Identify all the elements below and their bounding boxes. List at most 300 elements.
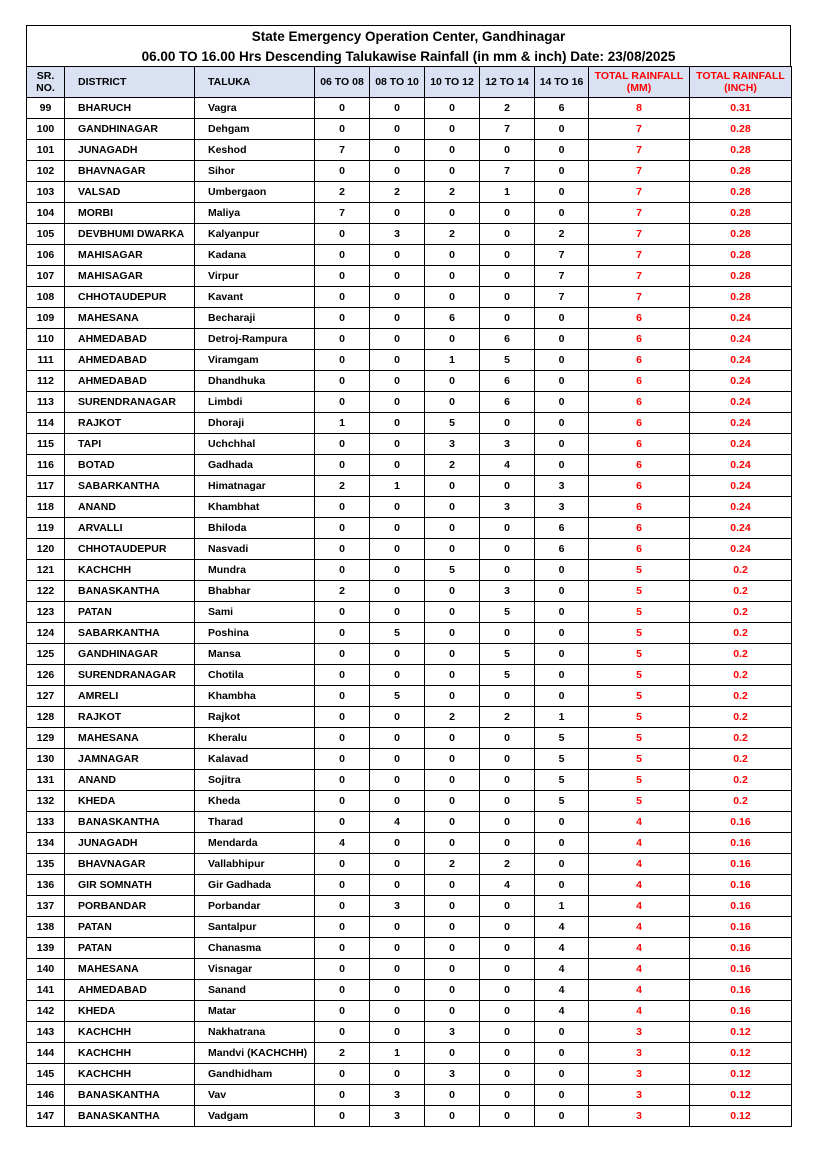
cell-p-06-08: 0 — [315, 287, 370, 308]
cell-sr-no: 105 — [27, 224, 65, 245]
cell-p-08-10: 0 — [370, 791, 425, 812]
table-row — [27, 266, 792, 287]
cell-p-10-12: 0 — [425, 287, 480, 308]
table-row — [27, 350, 792, 371]
cell-p-10-12: 0 — [425, 476, 480, 497]
cell-district: VALSAD — [65, 182, 195, 203]
cell-p-08-10: 0 — [370, 728, 425, 749]
cell-sr-no: 107 — [27, 266, 65, 287]
cell-total-inch: 0.16 — [690, 833, 792, 854]
cell-p-14-16: 3 — [535, 497, 589, 518]
cell-sr-no: 103 — [27, 182, 65, 203]
cell-p-12-14: 5 — [480, 665, 535, 686]
cell-p-10-12: 2 — [425, 854, 480, 875]
cell-p-08-10: 0 — [370, 602, 425, 623]
cell-p-14-16: 1 — [535, 896, 589, 917]
cell-taluka: Khambhat — [195, 497, 315, 518]
cell-p-08-10: 0 — [370, 161, 425, 182]
cell-p-08-10: 0 — [370, 245, 425, 266]
cell-district: BHAVNAGAR — [65, 161, 195, 182]
cell-total-mm: 4 — [589, 959, 690, 980]
cell-p-14-16: 0 — [535, 833, 589, 854]
cell-taluka: Bhabhar — [195, 581, 315, 602]
cell-p-14-16: 0 — [535, 602, 589, 623]
header-taluka: TALUKA — [195, 67, 315, 98]
cell-taluka: Porbandar — [195, 896, 315, 917]
cell-district: BANASKANTHA — [65, 581, 195, 602]
cell-total-inch: 0.2 — [690, 581, 792, 602]
cell-sr-no: 136 — [27, 875, 65, 896]
cell-district: RAJKOT — [65, 707, 195, 728]
cell-p-14-16: 0 — [535, 560, 589, 581]
cell-p-14-16: 0 — [535, 686, 589, 707]
cell-p-06-08: 0 — [315, 644, 370, 665]
table-row — [27, 896, 792, 917]
cell-taluka: Umbergaon — [195, 182, 315, 203]
cell-total-inch: 0.16 — [690, 812, 792, 833]
cell-p-14-16: 7 — [535, 287, 589, 308]
cell-p-08-10: 3 — [370, 1085, 425, 1106]
cell-total-inch: 0.2 — [690, 665, 792, 686]
table-row — [27, 287, 792, 308]
cell-p-08-10: 0 — [370, 1001, 425, 1022]
cell-sr-no: 146 — [27, 1085, 65, 1106]
cell-p-12-14: 5 — [480, 602, 535, 623]
cell-taluka: Sami — [195, 602, 315, 623]
cell-total-inch: 0.12 — [690, 1064, 792, 1085]
cell-p-06-08: 0 — [315, 1106, 370, 1127]
table-row — [27, 539, 792, 560]
cell-p-06-08: 0 — [315, 1085, 370, 1106]
cell-p-14-16: 0 — [535, 182, 589, 203]
cell-taluka: Vallabhipur — [195, 854, 315, 875]
cell-p-06-08: 0 — [315, 749, 370, 770]
cell-sr-no: 119 — [27, 518, 65, 539]
cell-taluka: Viramgam — [195, 350, 315, 371]
cell-total-inch: 0.16 — [690, 875, 792, 896]
cell-sr-no: 121 — [27, 560, 65, 581]
cell-p-12-14: 2 — [480, 707, 535, 728]
table-row — [27, 434, 792, 455]
cell-p-14-16: 0 — [535, 581, 589, 602]
cell-total-mm: 4 — [589, 833, 690, 854]
table-row — [27, 875, 792, 896]
cell-district: MAHESANA — [65, 308, 195, 329]
cell-p-14-16: 4 — [535, 980, 589, 1001]
cell-p-08-10: 0 — [370, 350, 425, 371]
cell-p-12-14: 0 — [480, 728, 535, 749]
cell-p-12-14: 3 — [480, 497, 535, 518]
cell-total-mm: 3 — [589, 1022, 690, 1043]
cell-p-10-12: 0 — [425, 161, 480, 182]
cell-p-12-14: 0 — [480, 1085, 535, 1106]
cell-p-06-08: 0 — [315, 560, 370, 581]
cell-total-inch: 0.24 — [690, 308, 792, 329]
cell-sr-no: 134 — [27, 833, 65, 854]
header-total-inch: TOTAL RAINFALL (INCH) — [690, 67, 792, 98]
cell-sr-no: 144 — [27, 1043, 65, 1064]
cell-p-08-10: 0 — [370, 203, 425, 224]
cell-p-12-14: 0 — [480, 833, 535, 854]
cell-sr-no: 130 — [27, 749, 65, 770]
cell-total-mm: 4 — [589, 896, 690, 917]
cell-district: TAPI — [65, 434, 195, 455]
cell-total-inch: 0.12 — [690, 1085, 792, 1106]
cell-p-12-14: 0 — [480, 749, 535, 770]
cell-taluka: Mundra — [195, 560, 315, 581]
cell-p-12-14: 0 — [480, 686, 535, 707]
cell-district: CHHOTAUDEPUR — [65, 539, 195, 560]
cell-p-08-10: 0 — [370, 707, 425, 728]
cell-p-14-16: 7 — [535, 245, 589, 266]
cell-total-inch: 0.16 — [690, 959, 792, 980]
cell-total-mm: 6 — [589, 392, 690, 413]
cell-p-14-16: 5 — [535, 749, 589, 770]
cell-sr-no: 102 — [27, 161, 65, 182]
cell-p-10-12: 0 — [425, 602, 480, 623]
cell-p-08-10: 0 — [370, 665, 425, 686]
table-row — [27, 812, 792, 833]
cell-total-inch: 0.28 — [690, 140, 792, 161]
cell-sr-no: 116 — [27, 455, 65, 476]
cell-p-14-16: 4 — [535, 917, 589, 938]
cell-district: PATAN — [65, 602, 195, 623]
cell-p-12-14: 0 — [480, 938, 535, 959]
cell-total-mm: 5 — [589, 686, 690, 707]
cell-total-inch: 0.24 — [690, 518, 792, 539]
table-row — [27, 1085, 792, 1106]
cell-district: KACHCHH — [65, 1064, 195, 1085]
cell-total-inch: 0.28 — [690, 119, 792, 140]
cell-p-10-12: 0 — [425, 980, 480, 1001]
cell-p-08-10: 0 — [370, 1064, 425, 1085]
cell-total-inch: 0.16 — [690, 980, 792, 1001]
header-period-12-14: 12 TO 14 — [480, 67, 535, 98]
cell-total-mm: 6 — [589, 308, 690, 329]
cell-taluka: Gandhidham — [195, 1064, 315, 1085]
cell-p-12-14: 0 — [480, 896, 535, 917]
cell-p-12-14: 0 — [480, 224, 535, 245]
cell-district: BANASKANTHA — [65, 812, 195, 833]
cell-district: AHMEDABAD — [65, 371, 195, 392]
cell-p-10-12: 0 — [425, 497, 480, 518]
table-row — [27, 182, 792, 203]
cell-p-08-10: 0 — [370, 833, 425, 854]
cell-sr-no: 101 — [27, 140, 65, 161]
cell-total-mm: 3 — [589, 1106, 690, 1127]
cell-total-mm: 4 — [589, 875, 690, 896]
table-row — [27, 749, 792, 770]
cell-taluka: Poshina — [195, 623, 315, 644]
cell-total-inch: 0.28 — [690, 224, 792, 245]
table-row — [27, 119, 792, 140]
cell-total-mm: 5 — [589, 665, 690, 686]
cell-p-06-08: 0 — [315, 308, 370, 329]
cell-total-inch: 0.2 — [690, 686, 792, 707]
cell-p-06-08: 0 — [315, 812, 370, 833]
cell-p-14-16: 5 — [535, 770, 589, 791]
cell-p-08-10: 0 — [370, 560, 425, 581]
cell-district: BHAVNAGAR — [65, 854, 195, 875]
table-row — [27, 308, 792, 329]
cell-district: PORBANDAR — [65, 896, 195, 917]
cell-district: ARVALLI — [65, 518, 195, 539]
cell-taluka: Vagra — [195, 98, 315, 119]
cell-total-mm: 5 — [589, 791, 690, 812]
cell-taluka: Khambha — [195, 686, 315, 707]
cell-p-08-10: 0 — [370, 497, 425, 518]
cell-p-12-14: 0 — [480, 1106, 535, 1127]
cell-total-mm: 5 — [589, 560, 690, 581]
cell-sr-no: 117 — [27, 476, 65, 497]
cell-p-14-16: 1 — [535, 707, 589, 728]
cell-total-mm: 6 — [589, 434, 690, 455]
cell-p-10-12: 0 — [425, 770, 480, 791]
cell-total-mm: 3 — [589, 1064, 690, 1085]
cell-total-inch: 0.16 — [690, 938, 792, 959]
cell-p-08-10: 0 — [370, 644, 425, 665]
cell-total-mm: 7 — [589, 266, 690, 287]
cell-total-inch: 0.2 — [690, 728, 792, 749]
cell-p-12-14: 0 — [480, 1064, 535, 1085]
cell-sr-no: 122 — [27, 581, 65, 602]
cell-p-10-12: 0 — [425, 518, 480, 539]
cell-p-10-12: 0 — [425, 371, 480, 392]
cell-sr-no: 100 — [27, 119, 65, 140]
cell-p-10-12: 0 — [425, 266, 480, 287]
cell-p-06-08: 0 — [315, 707, 370, 728]
cell-taluka: Mandvi (KACHCHH) — [195, 1043, 315, 1064]
cell-total-mm: 4 — [589, 917, 690, 938]
cell-total-mm: 6 — [589, 539, 690, 560]
cell-p-12-14: 0 — [480, 980, 535, 1001]
cell-total-mm: 7 — [589, 287, 690, 308]
cell-p-06-08: 0 — [315, 245, 370, 266]
cell-p-10-12: 0 — [425, 875, 480, 896]
cell-p-06-08: 0 — [315, 896, 370, 917]
cell-sr-no: 123 — [27, 602, 65, 623]
cell-total-inch: 0.16 — [690, 854, 792, 875]
cell-taluka: Kalavad — [195, 749, 315, 770]
table-row — [27, 203, 792, 224]
cell-p-12-14: 4 — [480, 875, 535, 896]
cell-taluka: Gir Gadhada — [195, 875, 315, 896]
cell-p-14-16: 0 — [535, 812, 589, 833]
table-body — [27, 98, 792, 1127]
cell-total-mm: 6 — [589, 350, 690, 371]
cell-district: AHMEDABAD — [65, 329, 195, 350]
cell-p-08-10: 5 — [370, 623, 425, 644]
cell-p-10-12: 0 — [425, 728, 480, 749]
cell-sr-no: 125 — [27, 644, 65, 665]
table-row — [27, 224, 792, 245]
table-row — [27, 161, 792, 182]
cell-total-inch: 0.16 — [690, 1001, 792, 1022]
cell-sr-no: 114 — [27, 413, 65, 434]
cell-p-10-12: 2 — [425, 224, 480, 245]
cell-district: DEVBHUMI DWARKA — [65, 224, 195, 245]
cell-sr-no: 108 — [27, 287, 65, 308]
table-row — [27, 371, 792, 392]
cell-p-14-16: 0 — [535, 119, 589, 140]
cell-sr-no: 118 — [27, 497, 65, 518]
cell-p-06-08: 2 — [315, 1043, 370, 1064]
cell-sr-no: 109 — [27, 308, 65, 329]
cell-district: BANASKANTHA — [65, 1085, 195, 1106]
cell-p-14-16: 0 — [535, 854, 589, 875]
cell-p-12-14: 2 — [480, 98, 535, 119]
cell-p-06-08: 0 — [315, 539, 370, 560]
cell-p-10-12: 0 — [425, 1085, 480, 1106]
table-row — [27, 770, 792, 791]
cell-total-mm: 6 — [589, 413, 690, 434]
cell-p-06-08: 0 — [315, 371, 370, 392]
cell-taluka: Chanasma — [195, 938, 315, 959]
table-row — [27, 497, 792, 518]
cell-total-inch: 0.2 — [690, 560, 792, 581]
cell-p-14-16: 0 — [535, 350, 589, 371]
cell-p-12-14: 0 — [480, 1001, 535, 1022]
cell-p-12-14: 0 — [480, 812, 535, 833]
cell-taluka: Kheda — [195, 791, 315, 812]
cell-total-inch: 0.24 — [690, 350, 792, 371]
cell-total-inch: 0.24 — [690, 476, 792, 497]
cell-p-14-16: 5 — [535, 728, 589, 749]
cell-p-14-16: 0 — [535, 455, 589, 476]
table-row — [27, 833, 792, 854]
cell-p-12-14: 0 — [480, 539, 535, 560]
cell-sr-no: 140 — [27, 959, 65, 980]
cell-p-12-14: 2 — [480, 854, 535, 875]
cell-total-mm: 5 — [589, 602, 690, 623]
cell-p-14-16: 6 — [535, 518, 589, 539]
cell-p-12-14: 0 — [480, 413, 535, 434]
cell-district: CHHOTAUDEPUR — [65, 287, 195, 308]
cell-total-mm: 4 — [589, 980, 690, 1001]
table-row — [27, 665, 792, 686]
cell-sr-no: 131 — [27, 770, 65, 791]
cell-p-06-08: 0 — [315, 455, 370, 476]
cell-district: KACHCHH — [65, 560, 195, 581]
cell-sr-no: 135 — [27, 854, 65, 875]
cell-taluka: Uchchhal — [195, 434, 315, 455]
cell-total-mm: 5 — [589, 581, 690, 602]
cell-p-06-08: 2 — [315, 581, 370, 602]
cell-district: AMRELI — [65, 686, 195, 707]
cell-p-08-10: 0 — [370, 329, 425, 350]
cell-p-12-14: 0 — [480, 1022, 535, 1043]
cell-taluka: Kalyanpur — [195, 224, 315, 245]
cell-p-06-08: 0 — [315, 791, 370, 812]
cell-taluka: Sanand — [195, 980, 315, 1001]
cell-taluka: Dehgam — [195, 119, 315, 140]
cell-taluka: Mendarda — [195, 833, 315, 854]
cell-p-14-16: 5 — [535, 791, 589, 812]
cell-p-14-16: 0 — [535, 161, 589, 182]
cell-p-08-10: 0 — [370, 434, 425, 455]
cell-p-12-14: 0 — [480, 959, 535, 980]
cell-p-14-16: 0 — [535, 875, 589, 896]
table-row — [27, 140, 792, 161]
table-row — [27, 686, 792, 707]
cell-p-12-14: 0 — [480, 266, 535, 287]
cell-p-10-12: 0 — [425, 98, 480, 119]
cell-total-mm: 4 — [589, 1001, 690, 1022]
cell-district: ANAND — [65, 770, 195, 791]
cell-district: AHMEDABAD — [65, 350, 195, 371]
cell-p-10-12: 2 — [425, 707, 480, 728]
cell-total-inch: 0.28 — [690, 245, 792, 266]
cell-district: KHEDA — [65, 791, 195, 812]
header-period-08-10: 08 TO 10 — [370, 67, 425, 98]
cell-total-mm: 7 — [589, 203, 690, 224]
cell-p-12-14: 6 — [480, 392, 535, 413]
cell-p-06-08: 0 — [315, 98, 370, 119]
cell-p-08-10: 2 — [370, 182, 425, 203]
cell-p-10-12: 0 — [425, 392, 480, 413]
cell-total-mm: 7 — [589, 119, 690, 140]
cell-p-06-08: 0 — [315, 854, 370, 875]
cell-p-10-12: 3 — [425, 1022, 480, 1043]
cell-sr-no: 137 — [27, 896, 65, 917]
cell-district: BOTAD — [65, 455, 195, 476]
cell-total-inch: 0.24 — [690, 329, 792, 350]
cell-district: BHARUCH — [65, 98, 195, 119]
cell-taluka: Limbdi — [195, 392, 315, 413]
cell-district: AHMEDABAD — [65, 980, 195, 1001]
cell-p-06-08: 0 — [315, 665, 370, 686]
cell-p-12-14: 5 — [480, 644, 535, 665]
cell-total-inch: 0.2 — [690, 602, 792, 623]
cell-total-mm: 7 — [589, 182, 690, 203]
cell-taluka: Dhandhuka — [195, 371, 315, 392]
cell-taluka: Vadgam — [195, 1106, 315, 1127]
table-row — [27, 245, 792, 266]
cell-p-06-08: 7 — [315, 203, 370, 224]
cell-p-10-12: 0 — [425, 1043, 480, 1064]
cell-total-mm: 6 — [589, 518, 690, 539]
table-row — [27, 1064, 792, 1085]
cell-sr-no: 143 — [27, 1022, 65, 1043]
cell-p-10-12: 0 — [425, 791, 480, 812]
cell-p-08-10: 1 — [370, 476, 425, 497]
header-sr-no: SR. NO. — [27, 67, 65, 98]
cell-p-08-10: 0 — [370, 875, 425, 896]
cell-p-14-16: 2 — [535, 224, 589, 245]
cell-sr-no: 99 — [27, 98, 65, 119]
cell-p-06-08: 0 — [315, 1022, 370, 1043]
cell-p-14-16: 0 — [535, 623, 589, 644]
cell-p-10-12: 2 — [425, 455, 480, 476]
cell-total-inch: 0.28 — [690, 287, 792, 308]
cell-p-12-14: 0 — [480, 770, 535, 791]
cell-p-06-08: 0 — [315, 938, 370, 959]
cell-total-mm: 7 — [589, 224, 690, 245]
cell-p-08-10: 0 — [370, 413, 425, 434]
cell-p-06-08: 0 — [315, 728, 370, 749]
cell-p-06-08: 2 — [315, 476, 370, 497]
cell-p-14-16: 3 — [535, 476, 589, 497]
table-row — [27, 1106, 792, 1127]
cell-total-mm: 4 — [589, 938, 690, 959]
cell-p-14-16: 4 — [535, 959, 589, 980]
cell-total-inch: 0.2 — [690, 623, 792, 644]
cell-p-12-14: 3 — [480, 581, 535, 602]
cell-total-mm: 5 — [589, 749, 690, 770]
cell-taluka: Tharad — [195, 812, 315, 833]
cell-p-10-12: 0 — [425, 1106, 480, 1127]
cell-p-06-08: 0 — [315, 1064, 370, 1085]
